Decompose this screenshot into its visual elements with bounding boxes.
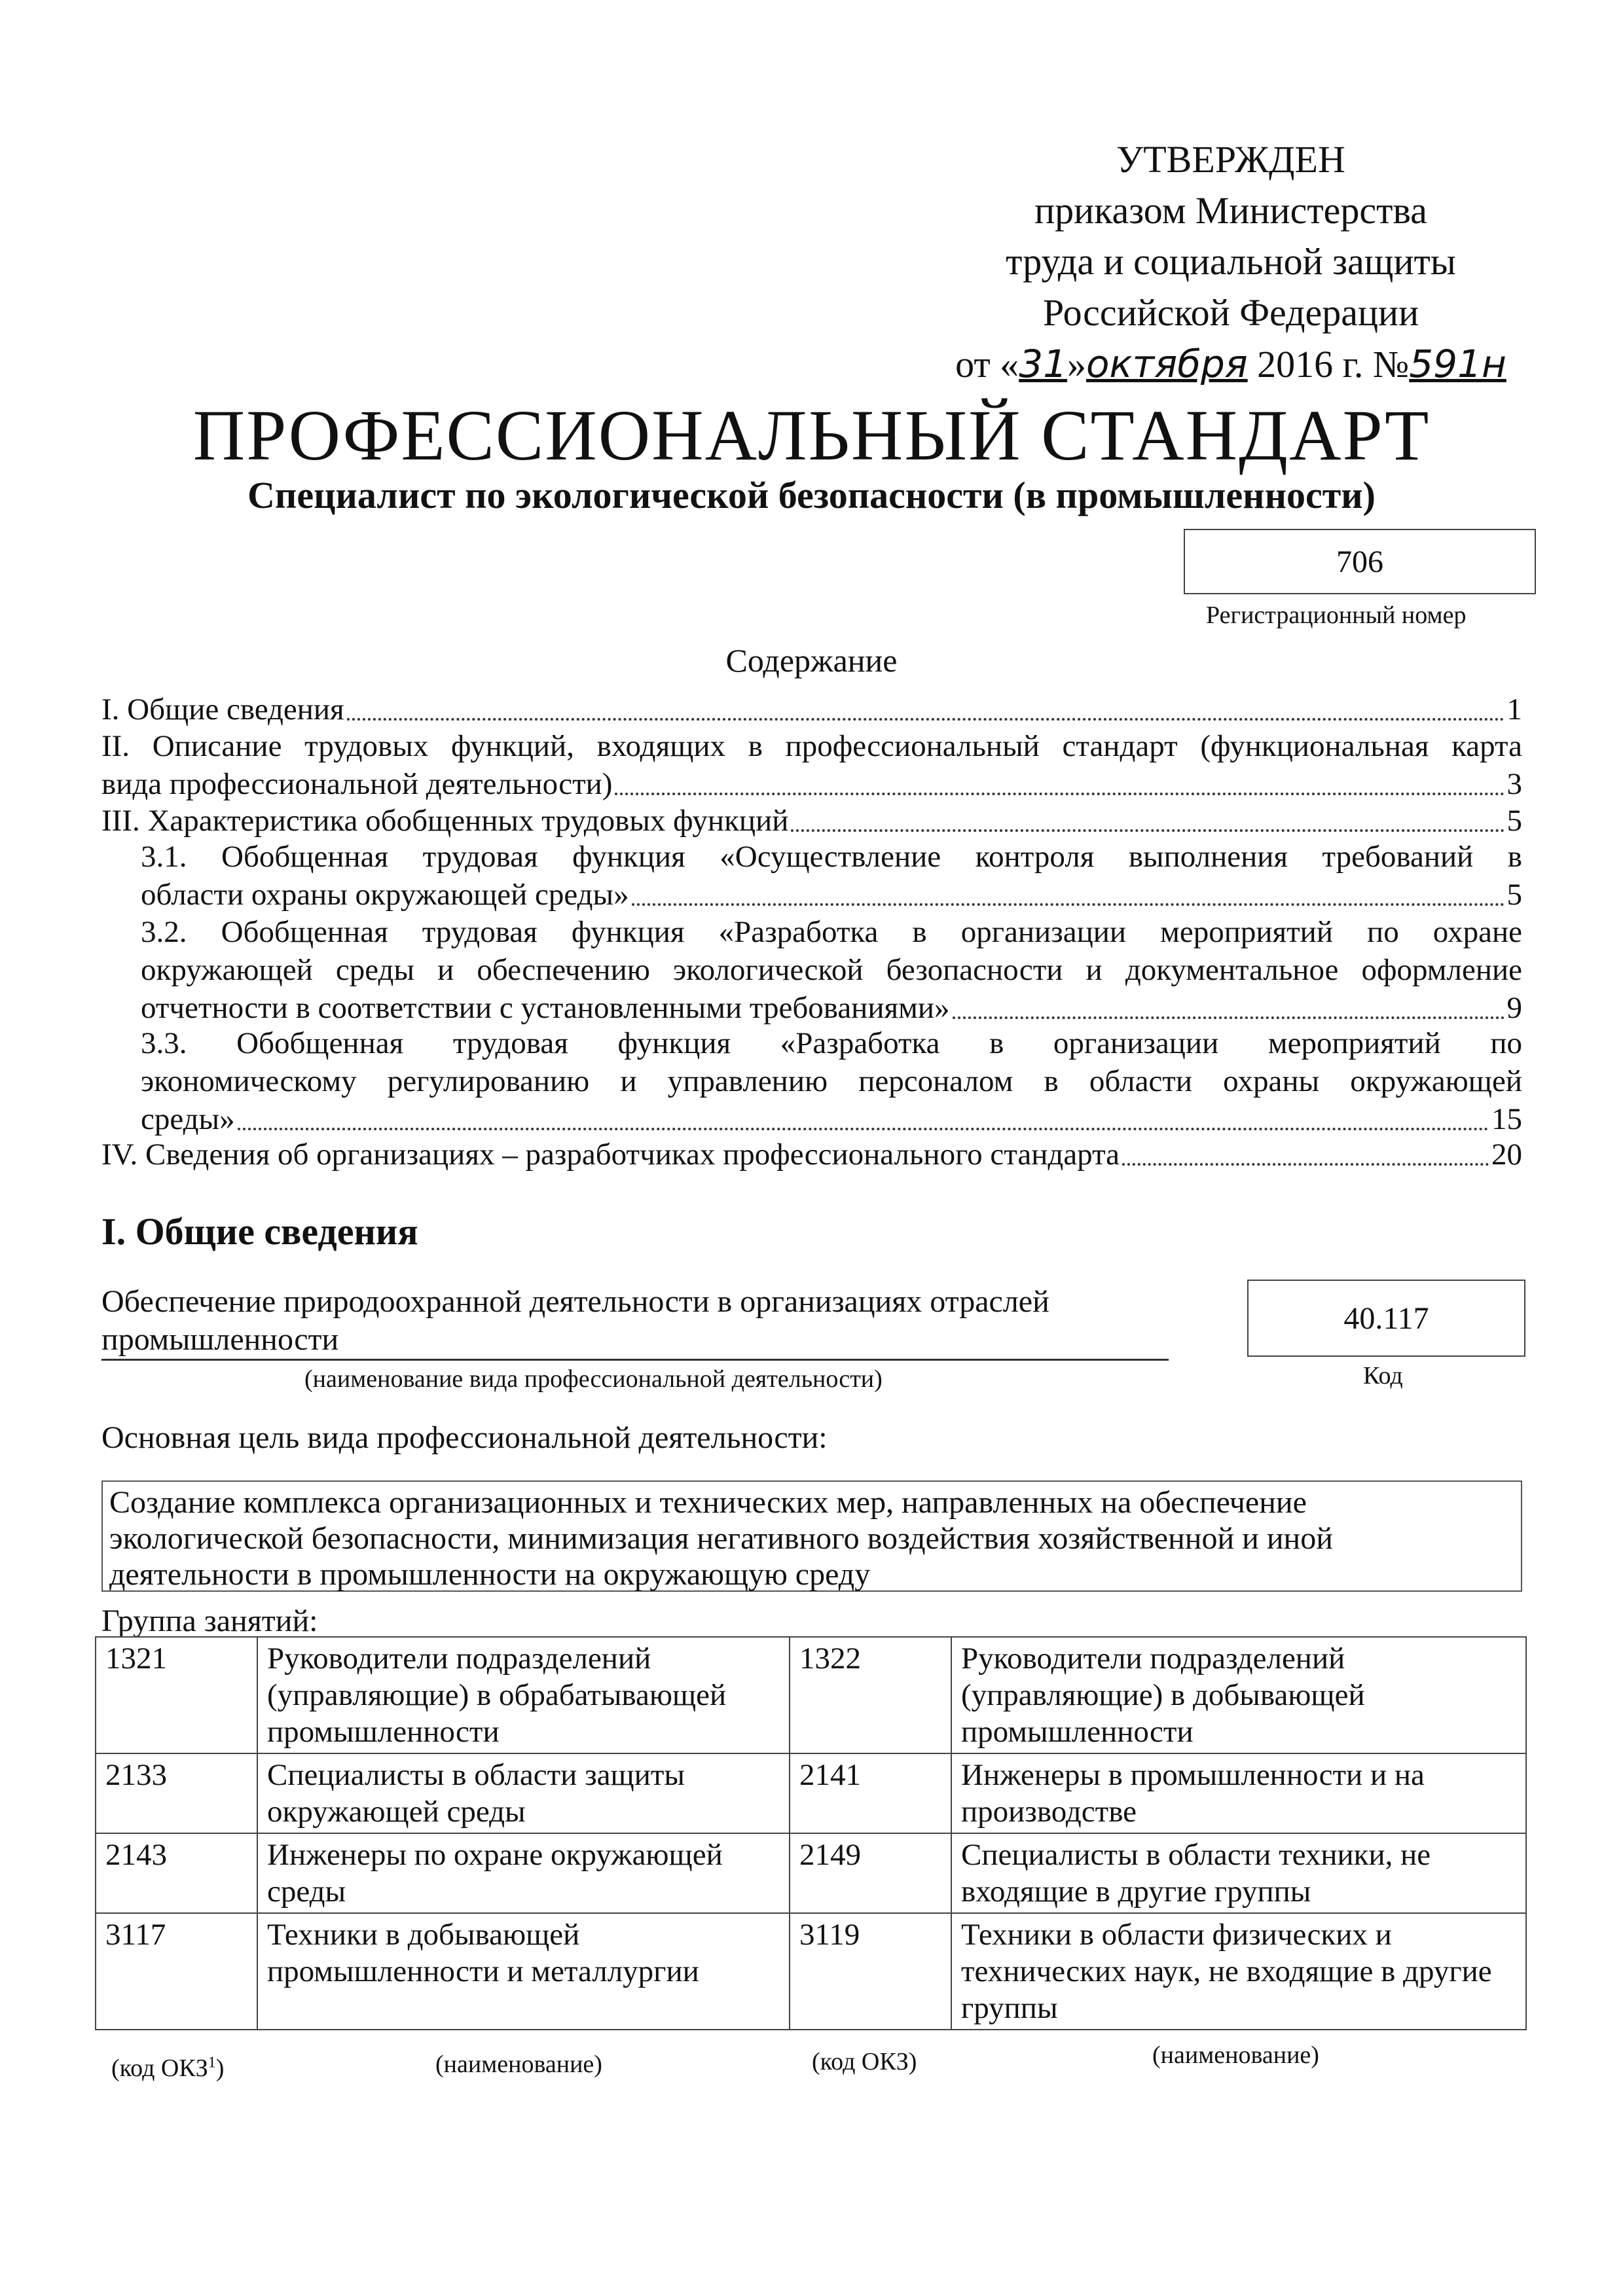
toc-item-label: вида профессиональной деятельности) (101, 767, 613, 801)
order-number-handwritten: 591н (1409, 342, 1506, 386)
toc-page: 9 (1506, 991, 1522, 1025)
table-row (96, 1637, 1526, 1753)
toc-item-3-1[interactable] (141, 838, 1522, 914)
toc-item-label: среды» (141, 1102, 235, 1136)
approval-block (903, 134, 1558, 390)
toc-leader (347, 718, 1504, 721)
toc-page: 5 (1506, 878, 1522, 912)
occupation-name: Руководители подразделений (управляющие) в добывающей промышленности (951, 1637, 1526, 1753)
activity-code-box (1247, 1280, 1525, 1357)
approval-line-2: труда и социальной защиты (1006, 240, 1456, 283)
date-day-handwritten: 31 (1019, 342, 1067, 386)
goal-box (101, 1480, 1522, 1592)
toc-item-label: области охраны окружающей среды» (141, 878, 629, 912)
group-label: Группа занятий: (101, 1604, 318, 1638)
occupation-name: Техники в добывающей промышленности и металлургии (257, 1913, 790, 2030)
date-year: 2016 г. № (1257, 343, 1410, 386)
approval-title: УТВЕРЖДЕН (1116, 138, 1345, 181)
toc-item-line: экономическому регулированию и управлению персоналом в области охраны окружающей (141, 1064, 1522, 1098)
toc-leader (615, 793, 1504, 795)
toc-item-label: I. Общие сведения (101, 692, 344, 726)
table-row (96, 1753, 1526, 1833)
approval-date-line (903, 338, 1558, 390)
caption-name-2: (наименование) (1152, 2041, 1319, 2069)
document-title: ПРОФЕССИОНАЛЬНЫЙ СТАНДАРТ (192, 395, 1431, 475)
date-prefix: от « (955, 343, 1019, 386)
toc-page: 1 (1506, 692, 1522, 726)
approval-line-3: Российской Федерации (1042, 291, 1419, 334)
toc-item-line: II. Описание трудовых функций, входящих в профессиональный стандарт (функциональная карта (101, 729, 1522, 763)
occupation-name: Инженеры в промышленности и на производстве (951, 1753, 1526, 1833)
occupation-name: Инженеры по охране окружающей среды (257, 1833, 790, 1913)
toc-page: 3 (1506, 767, 1522, 801)
toc-item-line: 3.3. Обобщенная трудовая функция «Разработка в организации мероприятий по (141, 1026, 1522, 1060)
activity-name-line-1: Обеспечение природоохранной деятельности в организациях отраслей (101, 1284, 1049, 1319)
goal-line-1: Создание комплекса организационных и технических мер, направленных на обеспечение (109, 1485, 1307, 1520)
toc-item-3-2[interactable] (141, 913, 1522, 1027)
toc-leader (632, 903, 1504, 906)
registration-number-box (1184, 529, 1536, 594)
okz-code: 1321 (96, 1637, 257, 1753)
okz-code: 3117 (96, 1913, 257, 2030)
toc-heading: Содержание (725, 642, 898, 679)
caption-name-1: (наименование) (435, 2051, 602, 2078)
okz-code: 3119 (790, 1913, 951, 2030)
date-mid: » (1067, 343, 1086, 386)
toc-page: 5 (1506, 804, 1522, 838)
toc-item-line: окружающей среды и обеспечению экологической безопасности и документальное оформление (141, 953, 1522, 987)
okz-code: 2133 (96, 1753, 257, 1833)
toc-page: 20 (1491, 1138, 1522, 1172)
occupation-table (95, 1636, 1527, 2030)
activity-name-line-2: промышленности (101, 1321, 1169, 1361)
toc-leader (791, 829, 1504, 832)
goal-label: Основная цель вида профессиональной деятельности: (101, 1420, 828, 1455)
activity-code-label: Код (1363, 1362, 1403, 1390)
occupation-name: Специалисты в области защиты окружающей среды (257, 1753, 790, 1833)
goal-line-3: деятельности в промышленности на окружающую среду (109, 1557, 871, 1592)
date-month-handwritten: октября (1086, 342, 1248, 386)
caption-okz-code-2: (код ОКЗ) (812, 2048, 917, 2075)
toc-item-label: отчетности в соответствии с установленными требованиями» (141, 991, 950, 1025)
activity-caption: (наименование вида профессиональной деятельности) (304, 1365, 883, 1393)
goal-line-2: экологической безопасности, минимизация негативного воздействия хозяйственной и иной (109, 1521, 1333, 1556)
toc-item-line: 3.2. Обобщенная трудовая функция «Разработка в организации мероприятий по охране (141, 915, 1522, 949)
caption-okz-code-1: (код ОКЗ$^1$) (111, 2054, 225, 2082)
toc-item-4[interactable] (101, 1136, 1522, 1174)
approval-line-1: приказом Министерства (1034, 189, 1427, 232)
occupation-name: Специалисты в области техники, не входящие в другие группы (951, 1833, 1526, 1913)
toc-item-label: IV. Сведения об организациях – разработчиках профессионального стандарта (101, 1138, 1120, 1172)
registration-number-label: Регистрационный номер (1206, 601, 1467, 629)
okz-code: 1322 (790, 1637, 951, 1753)
okz-code: 2143 (96, 1833, 257, 1913)
table-row (96, 1913, 1526, 2030)
toc-item-3-3[interactable] (141, 1024, 1522, 1138)
toc-item-2[interactable] (101, 727, 1522, 803)
section-heading: I. Общие сведения (101, 1210, 418, 1253)
toc-item-1[interactable] (101, 691, 1522, 728)
occupation-name: Техники в области физических и технических наук, не входящие в другие группы (951, 1913, 1526, 2030)
table-row (96, 1833, 1526, 1913)
toc-leader (953, 1016, 1504, 1019)
registration-number: 706 (1336, 544, 1383, 579)
occupation-name: Руководители подразделений (управляющие) в обрабатывающей промышленности (257, 1637, 790, 1753)
footnote-mark[interactable]: 1 (208, 2054, 216, 2072)
toc-item-3[interactable] (101, 802, 1522, 840)
toc-leader (1122, 1163, 1489, 1166)
toc-page: 15 (1491, 1102, 1522, 1136)
activity-code: 40.117 (1343, 1300, 1429, 1336)
document-subtitle: Специалист по экологической безопасности (в промышленности) (247, 474, 1376, 516)
toc-item-label: III. Характеристика обобщенных трудовых функций (101, 804, 789, 838)
toc-leader (238, 1128, 1489, 1130)
okz-code: 2149 (790, 1833, 951, 1913)
okz-code: 2141 (790, 1753, 951, 1833)
toc-item-line: 3.1. Обобщенная трудовая функция «Осуществление контроля выполнения требований в (141, 840, 1522, 874)
